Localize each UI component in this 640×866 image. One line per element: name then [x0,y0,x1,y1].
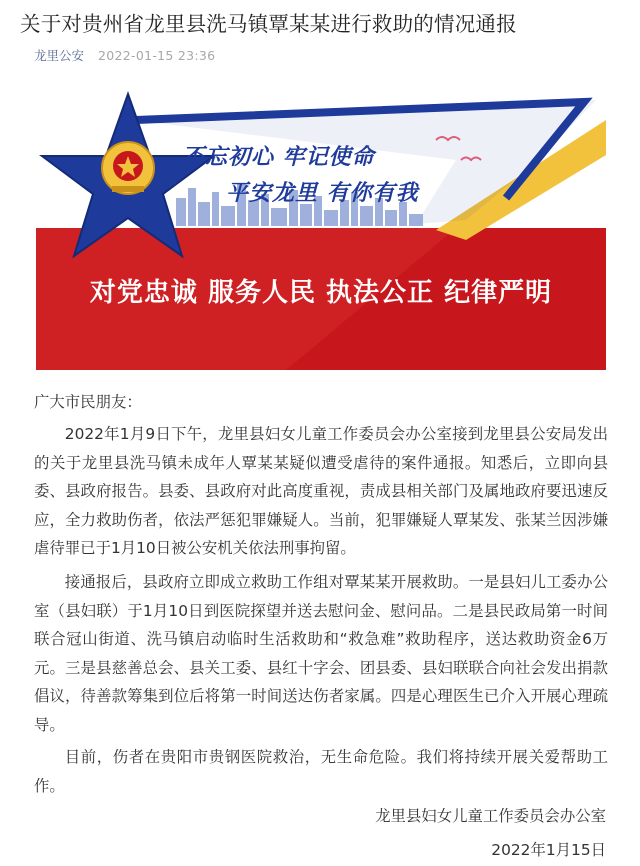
issue-date: 2022年1月15日 [491,841,606,859]
signature: 龙里县妇女儿童工作委员会办公室 [375,807,606,825]
police-emblem-icon [102,142,154,194]
banner-slogan-2: 平安龙里 有你有我 [226,181,419,206]
article-title: 关于对贵州省龙里县洗马镇覃某某进行救助的情况通报 [20,12,517,36]
publish-timestamp: 2022-01-15 23:36 [98,48,216,63]
salutation: 广大市民朋友： [34,393,142,411]
account-name-link[interactable]: 龙里公安 [34,48,85,63]
banner-image [36,80,606,370]
banner-slogan-1: 不忘初心 牢记使命 [182,145,375,170]
article-meta [34,47,215,65]
banner-graphic [36,80,606,370]
paragraph-2: 接通报后，县政府立即成立救助工作组对覃某某开展救助。一是县妇儿工委办公室（县妇联）于1月10日到医院探望并送去慰问金、慰问品。二是县民政局第一时间联合冠山街道、洗马镇启动临时生活救助和“救急难”救助程序，送达救助资金6万元。三是县慈善总会、县关工委、县红十字会、团县委、县妇联联合向社会发出捐款倡议，待善款筹集到位后将第一时间送达伤者家属。四是心理医生已介入开展心理疏导。 [34,573,608,734]
paragraph-1: 2022年1月9日下午，龙里县妇女儿童工作委员会办公室接到龙里县公安局发出的关于龙里县洗马镇未成年人覃某某疑似遭受虐待的案件通报。知悉后，立即向县委、县政府报告。县委、县政府对此高度重视，责成县相关部门及属地政府要迅速反应，全力救助伤者，依法严惩犯罪嫌疑人。当前，犯罪嫌疑人覃某发、张某兰因涉嫌虐待罪已于1月10日被公安机关依法刑事拘留。 [34,425,608,557]
banner-motto: 对党忠诚 服务人民 执法公正 纪律严明 [89,278,553,308]
paragraph-3: 目前，伤者在贵阳市贵钢医院救治，无生命危险。我们将持续开展关爱帮助工作。 [34,748,608,795]
